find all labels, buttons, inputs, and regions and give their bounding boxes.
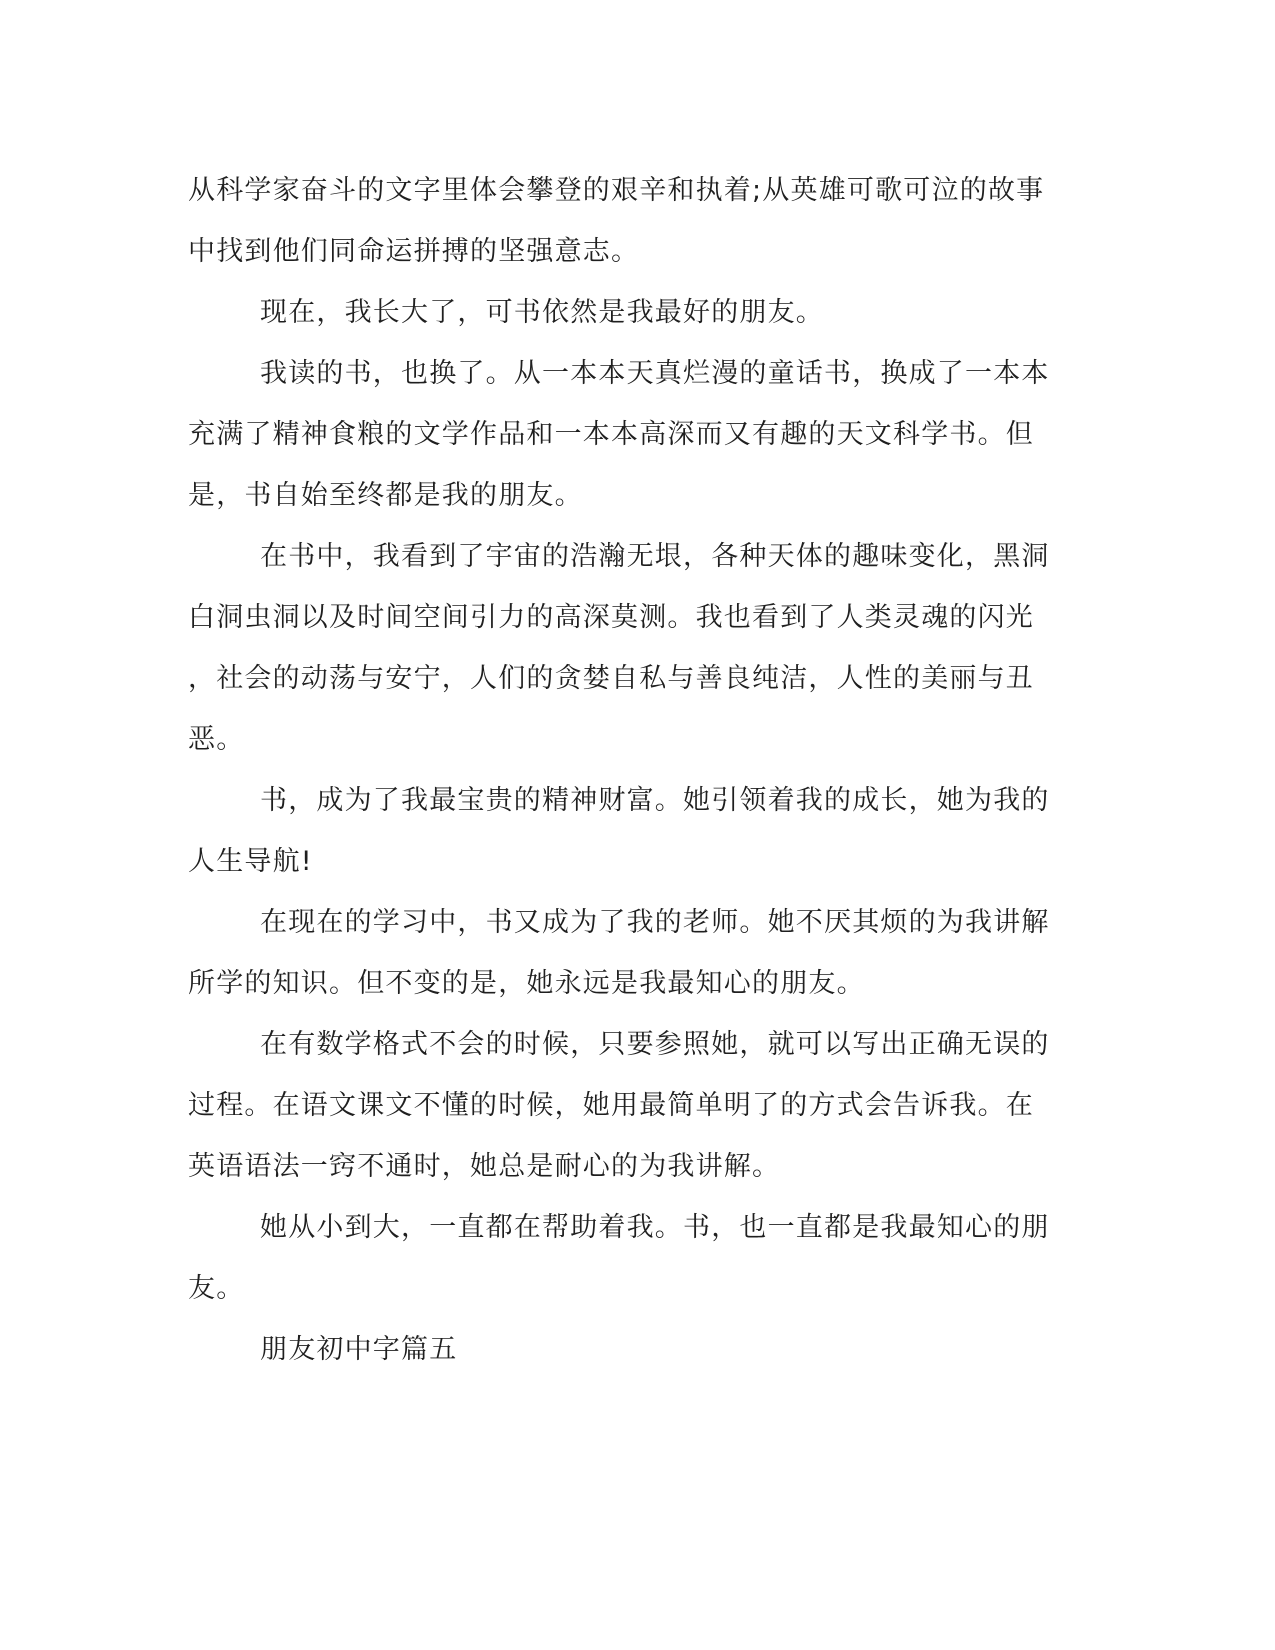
paragraph-7	[188, 1014, 1088, 1197]
paragraph-line: 充满了精神食粮的文学作品和一本本高深而又有趣的天文科学书。但	[188, 419, 1034, 450]
paragraph-line: 书，成为了我最宝贵的精神财富。她引领着我的成长，她为我的	[260, 785, 1050, 816]
paragraph-line: 从科学家奋斗的文字里体会攀登的艰辛和执着;从英雄可歌可泣的故事	[188, 175, 1045, 206]
paragraph-line: 人生导航!	[188, 846, 313, 877]
paragraph-line: 白洞虫洞以及时间空间引力的高深莫测。我也看到了人类灵魂的闪光	[188, 602, 1034, 633]
paragraph-line: 是，书自始至终都是我的朋友。	[188, 480, 583, 511]
paragraph-8	[188, 1197, 1088, 1319]
paragraph-line: 她从小到大，一直都在帮助着我。书，也一直都是我最知心的朋	[260, 1212, 1050, 1243]
heading-line: 朋友初中字篇五	[260, 1334, 458, 1365]
paragraph-line: 我读的书，也换了。从一本本天真烂漫的童话书，换成了一本本	[260, 358, 1050, 389]
paragraph-line: 在书中，我看到了宇宙的浩瀚无垠，各种天体的趣味变化，黑洞	[260, 541, 1050, 572]
paragraph-line: 现在，我长大了，可书依然是我最好的朋友。	[260, 297, 824, 328]
section-heading	[188, 1319, 1088, 1380]
paragraph-line: 过程。在语文课文不懂的时候，她用最简单明了的方式会告诉我。在	[188, 1090, 1034, 1121]
paragraph-1	[188, 160, 1088, 282]
paragraph-4	[188, 526, 1088, 770]
paragraph-line: 英语语法一窍不通时，她总是耐心的为我讲解。	[188, 1151, 781, 1182]
paragraph-3	[188, 343, 1088, 526]
paragraph-6	[188, 892, 1088, 1014]
paragraph-line: 所学的知识。但不变的是，她永远是我最知心的朋友。	[188, 968, 865, 999]
paragraph-line: ，社会的动荡与安宁，人们的贪婪自私与善良纯洁，人性的美丽与丑	[188, 663, 1034, 694]
paragraph-line: 恶。	[188, 724, 245, 755]
paragraph-line: 在有数学格式不会的时候，只要参照她，就可以写出正确无误的	[260, 1029, 1050, 1060]
paragraph-line: 中找到他们同命运拼搏的坚强意志。	[188, 236, 640, 267]
paragraph-line: 在现在的学习中，书又成为了我的老师。她不厌其烦的为我讲解	[260, 907, 1050, 938]
document-body	[188, 160, 1088, 1380]
paragraph-5	[188, 770, 1088, 892]
paragraph-2	[188, 282, 1088, 343]
paragraph-line: 友。	[188, 1273, 245, 1304]
